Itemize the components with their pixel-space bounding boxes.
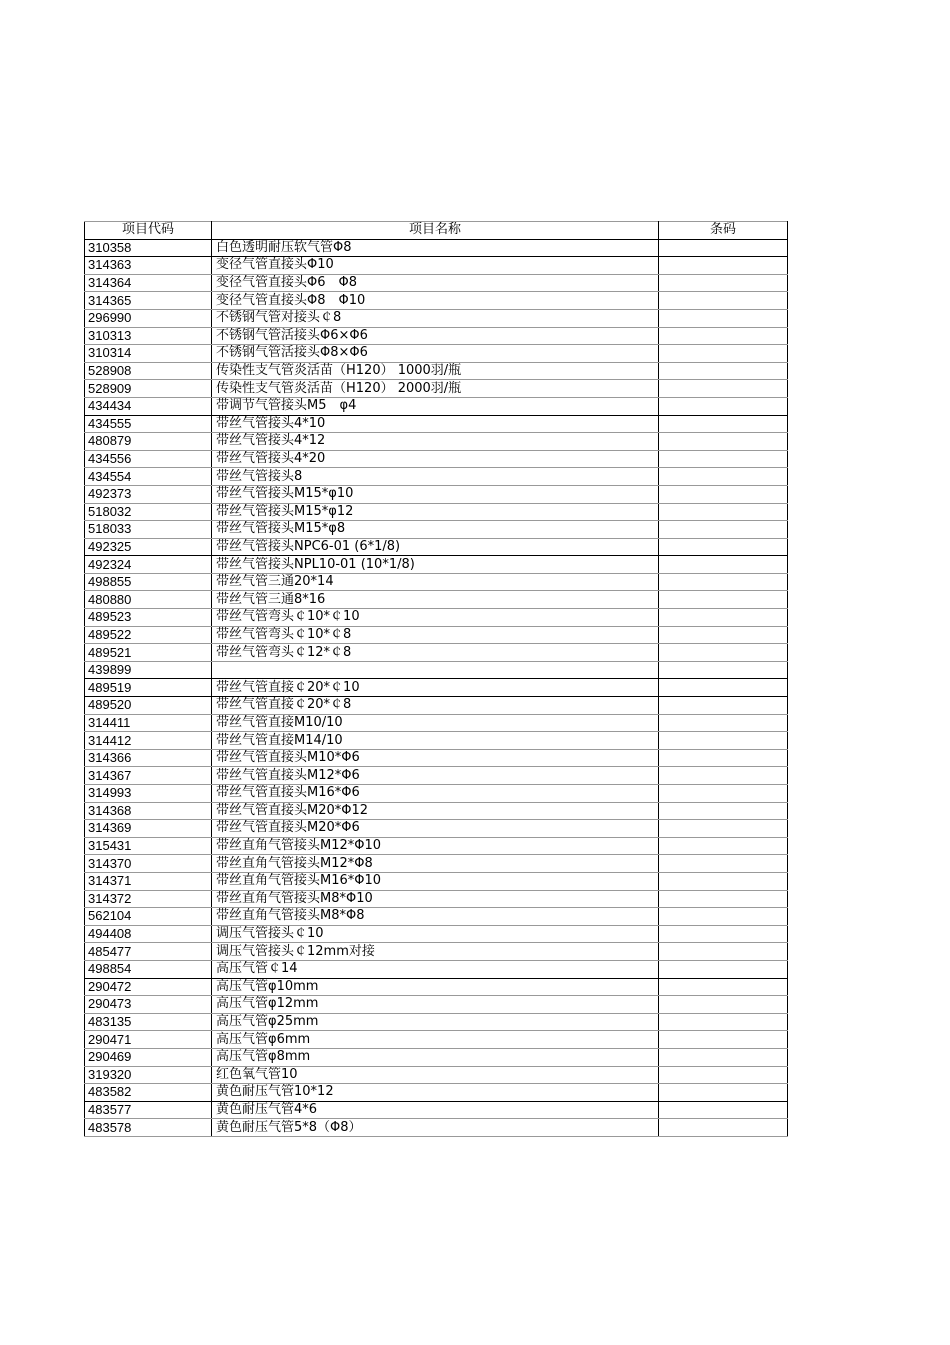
name-cell: 带丝气管接头M15*φ10 [212,485,659,503]
table-row [85,556,788,574]
barcode-cell [659,820,788,838]
name-cell [212,661,659,679]
code-cell: 528909 [85,380,212,398]
table-body [85,239,788,1136]
table-row [85,1066,788,1084]
name-cell: 带丝气管直接M14/10 [212,732,659,750]
name-cell: 带丝气管直接头M16*Φ6 [212,785,659,803]
table-row [85,679,788,697]
table-row [85,397,788,415]
code-cell: 528908 [85,362,212,380]
table-row [85,521,788,539]
name-cell: 带丝气管直接￠20*￠10 [212,679,659,697]
code-cell: 314369 [85,820,212,838]
barcode-cell [659,1031,788,1049]
table-row [85,503,788,521]
code-cell: 483578 [85,1119,212,1137]
name-cell: 带丝气管直接头M12*Φ6 [212,767,659,785]
table-row [85,749,788,767]
name-cell: 带丝直角气管接头M16*Φ10 [212,872,659,890]
table-row [85,802,788,820]
table-row [85,345,788,363]
barcode-cell [659,292,788,310]
name-cell: 不锈钢气管对接头￠8 [212,309,659,327]
table-row [85,415,788,433]
name-cell: 高压气管φ12mm [212,996,659,1014]
name-cell: 带丝气管接头8 [212,468,659,486]
code-cell: 518033 [85,521,212,539]
barcode-cell [659,679,788,697]
barcode-cell [659,714,788,732]
code-cell: 290469 [85,1048,212,1066]
barcode-cell [659,978,788,996]
barcode-cell [659,309,788,327]
barcode-cell [659,855,788,873]
name-cell: 红色氧气管10 [212,1066,659,1084]
code-cell: 314366 [85,749,212,767]
barcode-cell [659,908,788,926]
code-cell: 498854 [85,960,212,978]
code-cell: 314411 [85,714,212,732]
table-row [85,661,788,679]
table-row [85,1101,788,1119]
barcode-cell [659,960,788,978]
code-cell: 319320 [85,1066,212,1084]
barcode-cell [659,257,788,275]
name-cell: 带丝气管接头4*10 [212,415,659,433]
barcode-cell [659,837,788,855]
name-cell: 带丝气管接头NPC6-01 (6*1/8) [212,538,659,556]
code-cell: 434434 [85,397,212,415]
table-row [85,626,788,644]
name-cell: 变径气管直接头Φ6 Φ8 [212,274,659,292]
name-cell: 变径气管直接头Φ8 Φ10 [212,292,659,310]
code-cell: 315431 [85,837,212,855]
name-cell: 带丝气管直接头M20*Φ6 [212,820,659,838]
table-row [85,239,788,257]
barcode-cell [659,925,788,943]
code-cell: 314370 [85,855,212,873]
table-row [85,1119,788,1137]
code-cell: 483577 [85,1101,212,1119]
code-cell: 290473 [85,996,212,1014]
barcode-cell [659,468,788,486]
barcode-cell [659,327,788,345]
table-row [85,609,788,627]
code-cell: 480879 [85,433,212,451]
name-cell: 黄色耐压气管4*6 [212,1101,659,1119]
table-row [85,450,788,468]
barcode-cell [659,591,788,609]
name-cell: 带丝气管直接M10/10 [212,714,659,732]
table-row [85,1084,788,1102]
code-cell: 489523 [85,609,212,627]
table-row [85,309,788,327]
name-cell: 带丝气管弯头￠10*￠8 [212,626,659,644]
table-row [85,257,788,275]
barcode-cell [659,996,788,1014]
code-cell: 310358 [85,239,212,257]
code-cell: 439899 [85,661,212,679]
header-barcode: 条码 [659,222,788,240]
name-cell: 传染性支气管炎活苗（H120） 2000羽/瓶 [212,380,659,398]
table-row [85,1048,788,1066]
code-cell: 310314 [85,345,212,363]
barcode-cell [659,415,788,433]
code-cell: 434556 [85,450,212,468]
code-cell: 518032 [85,503,212,521]
barcode-cell [659,785,788,803]
name-cell: 带丝直角气管接头M8*Φ10 [212,890,659,908]
name-cell: 高压气管￠14 [212,960,659,978]
table-row [85,872,788,890]
code-cell: 492325 [85,538,212,556]
name-cell: 带丝气管接头M15*φ12 [212,503,659,521]
name-cell: 带丝气管三通20*14 [212,573,659,591]
code-cell: 314993 [85,785,212,803]
barcode-cell [659,1084,788,1102]
code-cell: 480880 [85,591,212,609]
table-row [85,767,788,785]
name-cell: 黄色耐压气管10*12 [212,1084,659,1102]
table-row [85,468,788,486]
code-cell: 434554 [85,468,212,486]
table-row [85,908,788,926]
name-cell: 带丝气管接头4*20 [212,450,659,468]
table-row [85,943,788,961]
barcode-cell [659,661,788,679]
code-cell: 483582 [85,1084,212,1102]
table-row [85,1031,788,1049]
table-row [85,890,788,908]
name-cell: 高压气管φ8mm [212,1048,659,1066]
name-cell: 变径气管直接头Φ10 [212,257,659,275]
table-row [85,837,788,855]
code-cell: 314372 [85,890,212,908]
code-cell: 483135 [85,1013,212,1031]
code-cell: 562104 [85,908,212,926]
name-cell: 不锈钢气管活接头Φ6×Φ6 [212,327,659,345]
barcode-cell [659,749,788,767]
code-cell: 314371 [85,872,212,890]
table-row [85,714,788,732]
name-cell: 黄色耐压气管5*8（Φ8） [212,1119,659,1137]
name-cell: 带调节气管接头M5 φ4 [212,397,659,415]
name-cell: 带丝气管弯头￠10*￠10 [212,609,659,627]
table-row [85,274,788,292]
barcode-cell [659,485,788,503]
code-cell: 492324 [85,556,212,574]
barcode-cell [659,345,788,363]
table-row [85,380,788,398]
table-row [85,485,788,503]
barcode-cell [659,397,788,415]
header-code: 项目代码 [85,222,212,240]
name-cell: 高压气管φ25mm [212,1013,659,1031]
name-cell: 调压气管接头￠12mm对接 [212,943,659,961]
barcode-cell [659,1119,788,1137]
barcode-cell [659,362,788,380]
code-cell: 489520 [85,697,212,715]
code-cell: 492373 [85,485,212,503]
table-row [85,960,788,978]
code-cell: 296990 [85,309,212,327]
name-cell: 带丝气管接头NPL10-01 (10*1/8) [212,556,659,574]
barcode-cell [659,626,788,644]
name-cell: 带丝气管弯头￠12*￠8 [212,644,659,662]
table-row [85,1013,788,1031]
barcode-cell [659,239,788,257]
code-cell: 498855 [85,573,212,591]
barcode-cell [659,732,788,750]
code-cell: 314365 [85,292,212,310]
table-row [85,996,788,1014]
barcode-cell [659,1048,788,1066]
barcode-cell [659,872,788,890]
code-cell: 489519 [85,679,212,697]
name-cell: 带丝气管直接头M20*Φ12 [212,802,659,820]
name-cell: 带丝气管三通8*16 [212,591,659,609]
code-cell: 485477 [85,943,212,961]
code-cell: 310313 [85,327,212,345]
table-row [85,573,788,591]
barcode-cell [659,697,788,715]
barcode-cell [659,943,788,961]
code-cell: 314368 [85,802,212,820]
name-cell: 带丝直角气管接头M8*Φ8 [212,908,659,926]
table-row [85,925,788,943]
code-cell: 314364 [85,274,212,292]
barcode-cell [659,556,788,574]
name-cell: 不锈钢气管活接头Φ8×Φ6 [212,345,659,363]
name-cell: 带丝气管直接头M10*Φ6 [212,749,659,767]
header-row [85,222,788,240]
barcode-cell [659,644,788,662]
barcode-cell [659,1013,788,1031]
barcode-cell [659,573,788,591]
barcode-cell [659,1101,788,1119]
barcode-cell [659,802,788,820]
barcode-cell [659,521,788,539]
code-cell: 290472 [85,978,212,996]
code-cell: 489521 [85,644,212,662]
table-row [85,644,788,662]
name-cell: 白色透明耐压软气管Φ8 [212,239,659,257]
table-row [85,855,788,873]
table-row [85,785,788,803]
name-cell: 调压气管接头￠10 [212,925,659,943]
code-cell: 314367 [85,767,212,785]
table-row [85,978,788,996]
name-cell: 带丝气管接头4*12 [212,433,659,451]
header-name: 项目名称 [212,222,659,240]
table-row [85,732,788,750]
item-table [84,221,788,1137]
barcode-cell [659,433,788,451]
barcode-cell [659,380,788,398]
name-cell: 带丝气管接头M15*φ8 [212,521,659,539]
code-cell: 290471 [85,1031,212,1049]
table-row [85,292,788,310]
table-row [85,433,788,451]
table-row [85,538,788,556]
code-cell: 314363 [85,257,212,275]
barcode-cell [659,274,788,292]
name-cell: 传染性支气管炎活苗（H120） 1000羽/瓶 [212,362,659,380]
name-cell: 带丝气管直接￠20*￠8 [212,697,659,715]
name-cell: 高压气管φ10mm [212,978,659,996]
table-row [85,697,788,715]
barcode-cell [659,890,788,908]
barcode-cell [659,1066,788,1084]
table-row [85,820,788,838]
name-cell: 带丝直角气管接头M12*Φ8 [212,855,659,873]
barcode-cell [659,538,788,556]
code-cell: 314412 [85,732,212,750]
code-cell: 494408 [85,925,212,943]
name-cell: 高压气管φ6mm [212,1031,659,1049]
table-row [85,591,788,609]
barcode-cell [659,450,788,468]
barcode-cell [659,609,788,627]
code-cell: 434555 [85,415,212,433]
barcode-cell [659,767,788,785]
name-cell: 带丝直角气管接头M12*Φ10 [212,837,659,855]
table-row [85,327,788,345]
table-row [85,362,788,380]
code-cell: 489522 [85,626,212,644]
barcode-cell [659,503,788,521]
